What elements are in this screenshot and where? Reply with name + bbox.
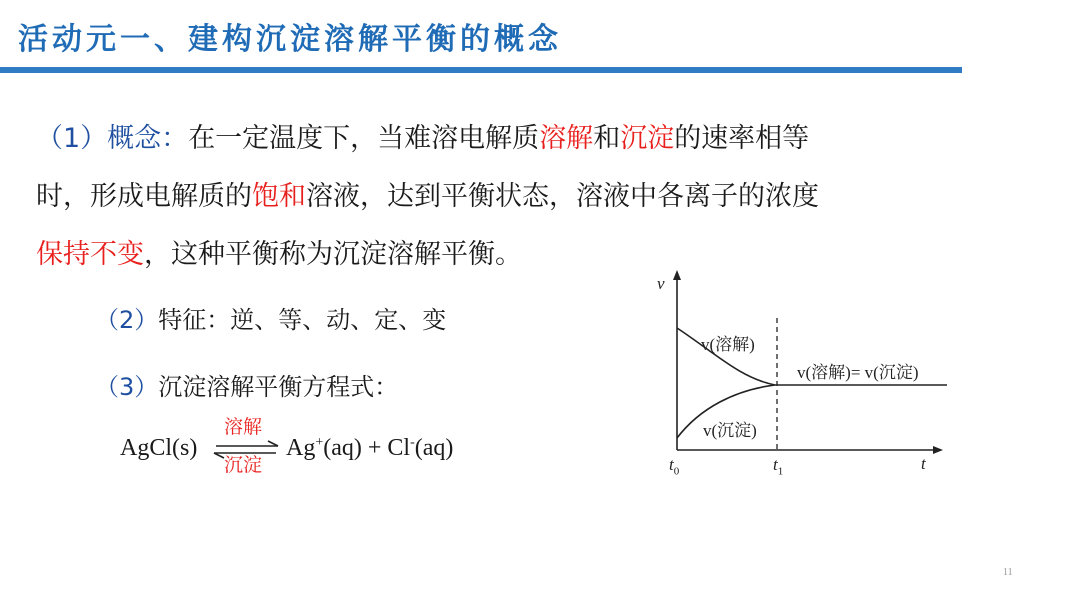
y-axis-label: v [657, 274, 665, 293]
ag-charge: + [315, 435, 324, 450]
ag-symbol: Ag [286, 435, 316, 461]
t1-label: $t_1$ [773, 455, 784, 478]
page-title: 活动元一、建构沉淀溶解平衡的概念 [18, 22, 562, 57]
arrow-label-dissolve: 溶解 [224, 416, 263, 438]
concept-label: （1）概念： [36, 123, 189, 154]
concept-text-2a: 时，形成电解质的 [36, 181, 252, 212]
concept-paragraph [36, 110, 956, 284]
rate-time-graph [655, 268, 955, 478]
page-number: 11 [1003, 567, 1013, 578]
concept-text-2b: 溶液，达到平衡状态，溶液中各离子的浓度 [306, 181, 819, 212]
precip-rate-label: v(沉淀) [703, 421, 757, 440]
equation-title [95, 367, 398, 402]
feature-text: 特征：逆、等、动、定、变 [158, 306, 447, 334]
concept-text-3b: ，这种平衡称为沉淀溶解平衡。 [144, 239, 522, 270]
dissolve-rate-label: v(溶解) [701, 335, 755, 354]
concept-text-1c: 的速率相等 [674, 123, 810, 154]
equation-lhs: AgCl(s) [120, 435, 198, 461]
x-axis-label: t [921, 454, 926, 473]
cl-state: (aq) [414, 435, 454, 461]
rhs-middle: (aq) + Cl [323, 435, 411, 461]
equation-rhs [286, 435, 453, 462]
feature-line [95, 300, 446, 335]
equation-title-number: （3） [95, 373, 159, 401]
concept-text-1a: 在一定温度下，当难溶电解质 [188, 123, 540, 154]
t0-label: $t_0$ [669, 455, 680, 478]
cl-charge: - [410, 435, 415, 450]
keyword-dissolve: 溶解 [539, 123, 594, 154]
equilibrium-equation [120, 410, 500, 480]
y-axis-arrow-icon [673, 270, 681, 280]
concept-line-2 [36, 168, 956, 226]
equation-title-text: 沉淀溶解平衡方程式： [158, 373, 399, 401]
keyword-constant: 保持不变 [36, 239, 144, 270]
keyword-saturated: 饱和 [252, 181, 306, 212]
title-underline [0, 67, 962, 73]
x-axis-arrow-icon [933, 446, 943, 454]
feature-number: （2） [95, 306, 159, 334]
concept-line-1 [36, 110, 956, 168]
arrow-label-precipitate: 沉淀 [224, 454, 263, 476]
equilibrium-rate-label: v(溶解)= v(沉淀) [797, 363, 919, 382]
keyword-precipitate: 沉淀 [620, 123, 675, 154]
concept-text-1b: 和 [593, 123, 621, 154]
